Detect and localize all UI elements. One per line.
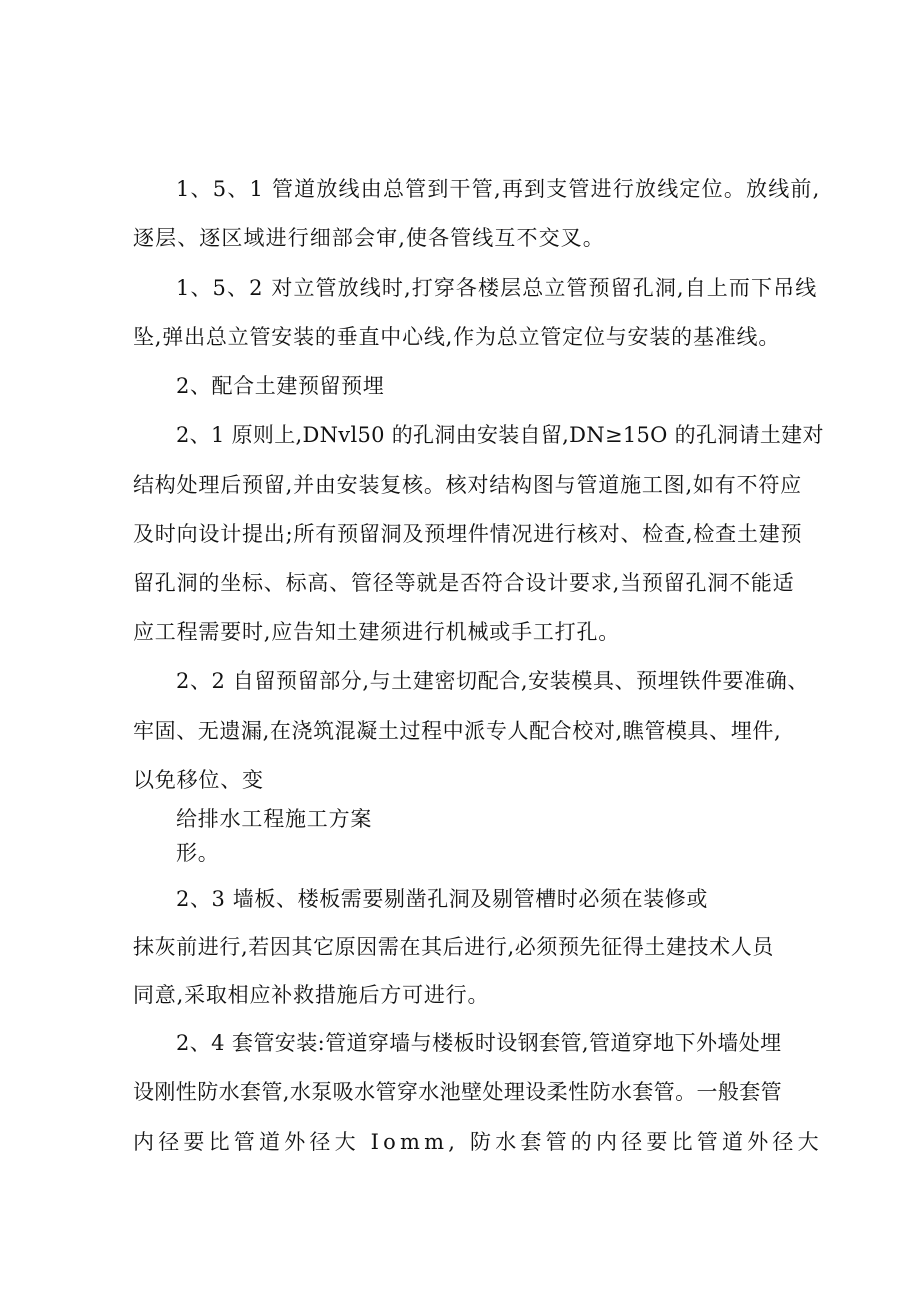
text-line: 1、5、2 对立管放线时,打穿各楼层总立管预留孔洞,自上而下吊线 <box>176 276 818 300</box>
text-line: 2、4 套管安装:管道穿墙与楼板时设钢套管,管道穿地下外墙处埋 <box>176 1031 782 1055</box>
text-line: 应工程需要时,应告知土建须进行机械或手工打孔。 <box>133 620 621 644</box>
text-line: 2、1 原则上,DNvl50 的孔洞由安装自留,DN≥15O 的孔洞请土建对 <box>176 423 824 447</box>
text-line: 设刚性防水套管,水泵吸水管穿水池壁处理设柔性防水套管。一般套管 <box>133 1080 783 1104</box>
text-line: 2、2 自留预留部分,与土建密切配合,安装模具、预埋铁件要准确、 <box>176 669 809 693</box>
text-line: 坠,弹出总立管安装的垂直中心线,作为总立管定位与安装的基准线。 <box>133 325 781 349</box>
text-line: 牢固、无遗漏,在浇筑混凝土过程中派专人配合校对,瞧管模具、埋件, <box>133 719 782 743</box>
text-line: 及时向设计提出;所有预留洞及预埋件情况进行核对、检查,检查土建预 <box>133 522 803 546</box>
text-line: 抹灰前进行,若因其它原因需在其后进行,必须预先征得土建技术人员 <box>133 935 774 959</box>
text-line: 内径要比管道外径大 Iomm, 防水套管的内径要比管道外径大 <box>133 1130 823 1154</box>
text-line: 以免移位、变 <box>133 768 264 792</box>
text-line: 留孔洞的坐标、标高、管径等就是否符合设计要求,当预留孔洞不能适 <box>133 571 795 595</box>
text-line: 1、5、1 管道放线由总管到干管,再到支管进行放线定位。放线前, <box>176 177 821 201</box>
section-heading: 2、配合土建预留预埋 <box>176 374 385 398</box>
text-line: 结构处理后预留,并由安装复核。核对结构图与管道施工图,如有不符应 <box>133 473 802 497</box>
text-line: 2、3 墙板、楼板需要剔凿孔洞及剔管槽时必须在装修或 <box>176 887 708 911</box>
text-line: 逐层、逐区域进行细部会审,使各管线互不交叉。 <box>133 226 605 250</box>
running-header: 给排水工程施工方案 <box>176 807 373 831</box>
text-line: 同意,采取相应补救措施后方可进行。 <box>133 983 490 1007</box>
text-line: 形。 <box>176 841 220 865</box>
